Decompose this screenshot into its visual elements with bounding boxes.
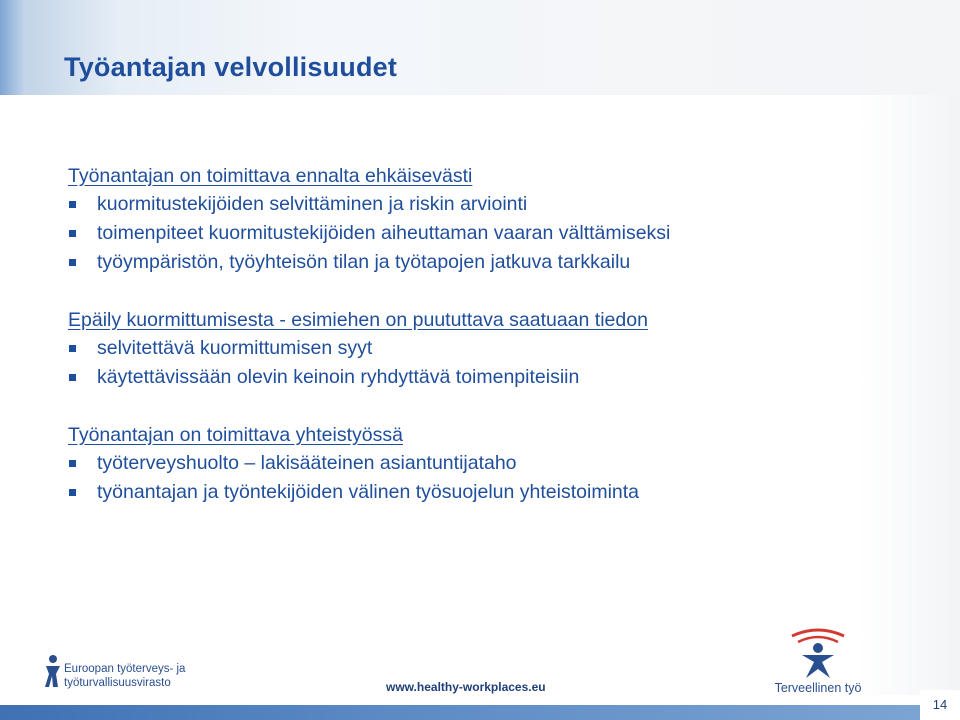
section-heading: Työnantajan on toimittava yhteistyössä [68,424,403,446]
header-stripe [0,0,26,95]
page-number: 14 [920,690,960,720]
agency-figure-icon [44,654,62,688]
list-item [68,334,648,363]
campaign-logo [768,622,868,700]
square-bullet-icon [69,460,76,467]
section-heading: Epäily kuormittumisesta - esimiehen on puututtava saatuaan tiedon [68,309,648,331]
bullet-list [68,334,648,392]
list-item-text: työterveyshuolto – lakisääteinen asiantuntijataho [97,452,517,474]
agency-logo [44,654,204,696]
website-link[interactable]: www.healthy-workplaces.eu [386,680,546,694]
section-suspicion [68,306,648,392]
square-bullet-icon [69,345,76,352]
square-bullet-icon [69,489,76,496]
right-panel [858,95,960,695]
list-item [68,190,670,219]
list-item [68,248,670,277]
section-heading: Työnantajan on toimittava ennalta ehkäisevästi [68,165,473,187]
square-bullet-icon [69,201,76,208]
section-cooperation [68,421,639,507]
list-item-text: työympäristön, työyhteisön tilan ja työtapojen jatkuva tarkkailu [97,251,631,273]
list-item-text: käytettävissään olevin keinoin ryhdyttävä toimenpiteisiin [97,366,580,388]
agency-logo-line1: Euroopan työterveys- ja [64,663,186,675]
square-bullet-icon [69,374,76,381]
campaign-logo-text: Terveellinen työ [774,681,862,695]
agency-logo-line2: työturvallisuusvirasto [64,677,171,689]
bottom-bar [0,705,960,720]
list-item [68,363,648,392]
list-item-text: toimenpiteet kuormitustekijöiden aiheuttaman vaaran välttämiseksi [97,222,671,244]
campaign-star-figure-icon [786,622,850,680]
list-item [68,478,639,507]
agency-logo-text [64,662,185,690]
bullet-list [68,190,670,277]
list-item-text: työnantajan ja työntekijöiden välinen työsuojelun yhteistoiminta [97,481,640,503]
list-item [68,449,639,478]
list-item-text: kuormitustekijöiden selvittäminen ja riskin arviointi [97,193,528,215]
slide-title: Työantajan velvollisuudet [64,52,398,82]
list-item [68,219,670,248]
square-bullet-icon [69,230,76,237]
bullet-list [68,449,639,507]
list-item-text: selvitettävä kuormittumisen syyt [97,337,373,359]
square-bullet-icon [69,259,76,266]
section-prevention [68,162,670,277]
